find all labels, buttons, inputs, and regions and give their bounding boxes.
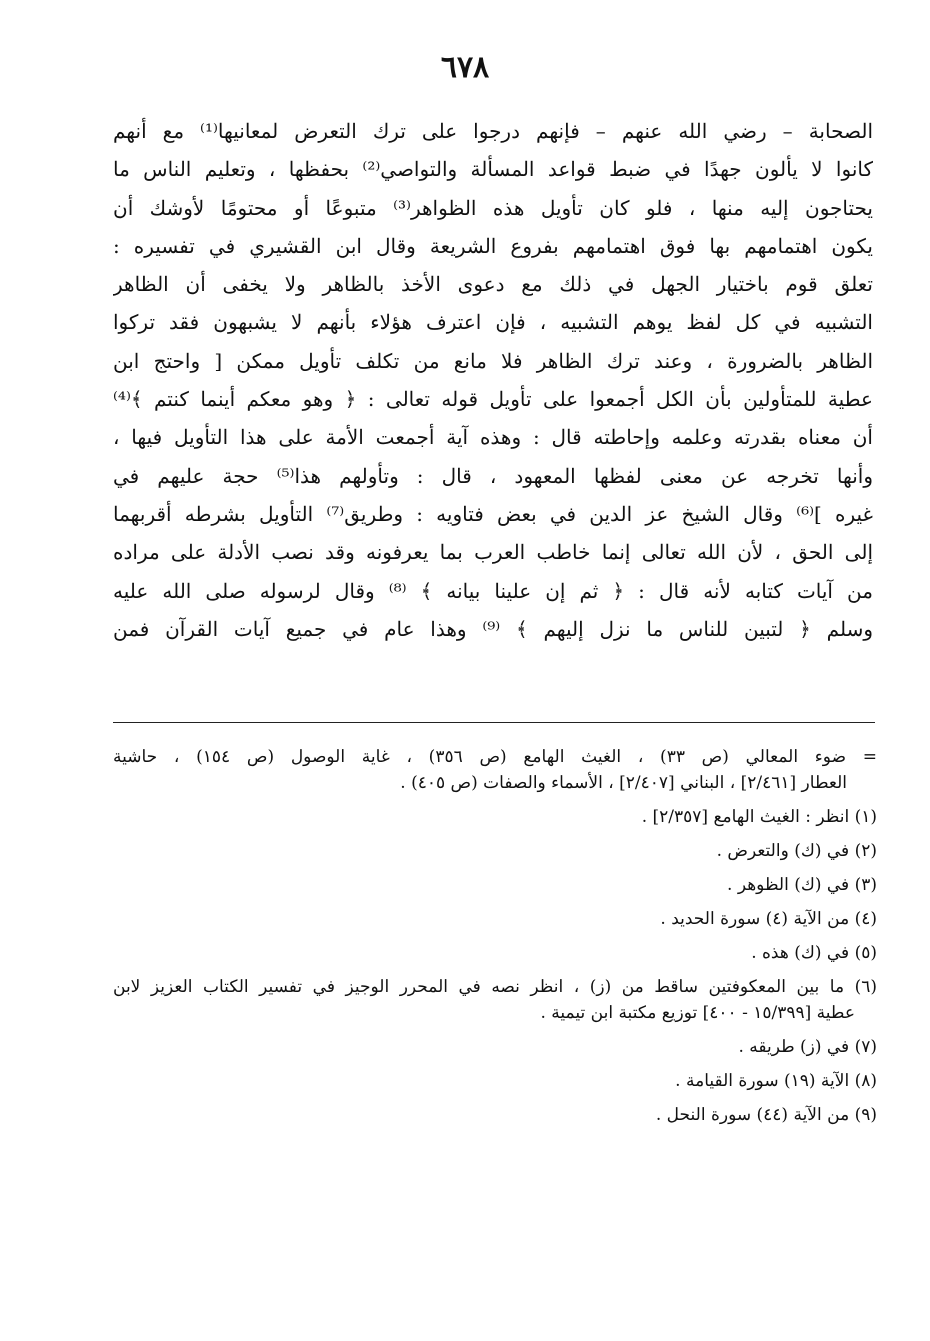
footnote-line: (٨) الآية (١٩) سورة القيامة . <box>675 1071 877 1091</box>
footnote-line: (١) انظر : الغيث الهامع [٢/٣٥٧] . <box>641 807 877 827</box>
text-line: وسلم ﴿ لتبين للناس ما نزل إليهم ﴾ ⁽⁹⁾ وهذا عام في جميع آيات القرآن فمن <box>113 616 873 641</box>
text-line: من آيات كتابه لأنه قال : ﴿ ثم إن علينا بيانه ﴾ ⁽⁸⁾ وقال لرسوله صلى الله عليه <box>113 578 873 603</box>
footnote-2 <box>113 838 877 864</box>
main-text <box>113 112 873 648</box>
footnote-line: العطار [٢/٤٦١] ، البناني [٢/٤٠٧] ، الأسماء والصفات (ص ٤٠٥) . <box>400 773 847 793</box>
footnote-8 <box>113 1068 877 1094</box>
text-line: وأنها تخرجه عن معنى لفظها المعهود ، قال : وتأولهم هذا⁽⁵⁾ حجة عليهم في <box>113 463 873 488</box>
footnote-1 <box>113 804 877 830</box>
text-line: عطية للمتأولين بأن الكل أجمعوا على تأويل قوله تعالى : ﴿ وهو معكم أينما كنتم ﴾⁽⁴⁾ <box>113 387 873 412</box>
text-line: التشبيه في كل لفظ يوهم التشبيه ، فإن اعترف هؤلاء بأنهم لا يشبهون فقد تركوا <box>113 310 873 335</box>
footnotes <box>113 744 877 1136</box>
footnote-5 <box>113 940 877 966</box>
text-line: أن معناه بقدرته وعلمه وإحاطته قال : وهذه آية أجمعت الأمة على هذا التأويل فيها ، <box>113 425 873 450</box>
text-line: الصحابة – رضي الله عنهم – فإنهم درجوا على ترك التعرض لمعانيها⁽¹⁾ مع أنهم <box>113 119 873 143</box>
footnote-4 <box>113 906 877 932</box>
footnote-6 <box>113 974 877 1026</box>
footnote-line: (٥) في (ك) هذه . <box>751 943 877 963</box>
footnote-continuation <box>113 744 877 796</box>
footnote-line: (٦) ما بين المعكوفتين ساقط من (ز) ، انظر نصه في المحرر الوجيز في تفسير الكتاب العزيز لابن <box>113 977 877 997</box>
text-line: يحتاجون إليه منها ، فلو كان تأويل هذه الظواهر⁽³⁾ متبوعًا أو محتومًا لأوشك أن <box>113 195 873 220</box>
text-line: يكون اهتمامهم بها فوق اهتمامهم بفروع الشريعة وقال ابن القشيري في تفسيره : <box>113 233 873 258</box>
footnote-line: عطية [١٥/٣٩٩ - ٤٠٠] توزيع مكتبة ابن تيمية . <box>540 1003 855 1023</box>
footnote-line: (٩) من الآية (٤٤) سورة النحل . <box>655 1105 877 1125</box>
footnote-line: = ضوء المعالي (ص ٣٣) ، الغيث الهامع (ص ٣٥٦) ، غاية الوصول (ص ١٥٤) ، حاشية <box>113 747 877 767</box>
footnote-line: (٢) في (ك) والتعرض . <box>716 841 877 861</box>
text-line: الظاهر بالضرورة ، وعند ترك الظاهر فلا مانع من تكلف تأويل ممكن [ واحتج ابن <box>113 348 873 373</box>
footnote-7 <box>113 1034 877 1060</box>
footnote-line: (٧) في (ز) طريقه . <box>738 1037 877 1057</box>
footnote-3 <box>113 872 877 898</box>
page-number: ٦٧٨ <box>440 50 490 85</box>
text-line: تعلق قوم باختيار الجهل في ذلك مع دعوى الأخذ بالظاهر ولا يخفى أن الظاهر <box>113 272 873 297</box>
text-line: كانوا لا يألون جهدًا في ضبط قواعد المسألة والتواصي⁽²⁾ بحفظها ، وتعليم الناس ما <box>113 157 873 182</box>
text-line: غيره ]⁽⁶⁾ وقال الشيخ عز الدين في بعض فتاويه : وطريق⁽⁷⁾ التأويل بشرطه أقربهما <box>113 501 873 526</box>
footnote-separator <box>113 722 875 723</box>
text-line: إلى الحق ، لأن الله تعالى إنما خاطب العرب بما يعرفونه وقد نصب الأدلة على مراده <box>113 540 873 565</box>
footnote-9 <box>113 1102 877 1128</box>
footnote-line: (٣) في (ك) الظوهر . <box>727 875 877 895</box>
footnote-line: (٤) من الآية (٤) سورة الحديد . <box>660 909 877 929</box>
